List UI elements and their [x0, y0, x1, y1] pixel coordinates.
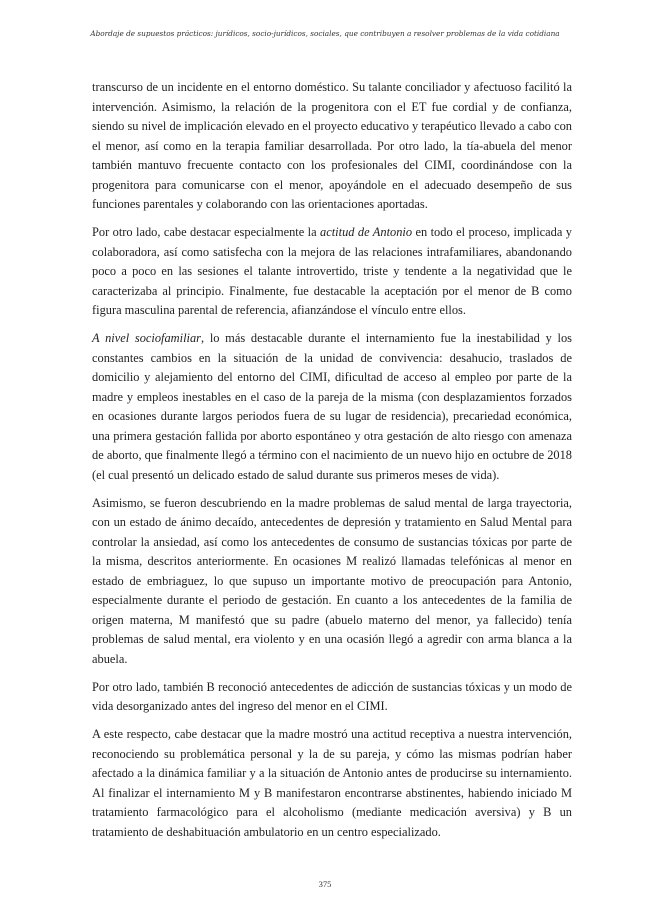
page-number: 375 — [318, 879, 332, 889]
body-text — [92, 78, 572, 851]
paragraph-2-emphasis: actitud de Antonio — [320, 225, 413, 239]
paragraph-2-rest: en todo el proceso, implicada y colaboradora, así como satisfecha con la mejora de las relaciones intrafamiliares, abandonando poco a poco en las sesiones el talante introvertido, triste y tendente a la negatividad que le caracterizaba al principio. Finalmente, fue destacable la aceptación por el menor de B como figura masculina parental de referencia, afianzándose el vínculo entre ellos. — [92, 225, 572, 317]
paragraph-4: Asimismo, se fueron descubriendo en la madre problemas de salud mental de larga trayectoria, con un estado de ánimo decaído, antecedentes de depresión y tratamiento en Salud Mental para controlar la ansiedad, así como los antecedentes de consumo de sustancias tóxicas por parte de la misma, descritos anteriormente. En ocasiones M realizó llamadas telefónicas al menor en estado de embriaguez, lo que supuso un importante motivo de preocupación para Antonio, especialmente durante el periodo de gestación. En cuanto a los antecedentes de la familia de origen materna, M manifestó que su padre (abuelo materno del menor, ya fallecido) tenía problemas de salud mental, era violento y en una ocasión llegó a agredir con arma blanca a la abuela. — [92, 495, 572, 666]
paragraph-5: Por otro lado, también B reconoció antecedentes de adicción de sustancias tóxicas y un modo de vida desorganizado antes del ingreso del menor en el CIMI. — [92, 679, 572, 713]
paragraph-3-emphasis: A nivel sociofamiliar — [92, 331, 201, 345]
paragraph-6: A este respecto, cabe destacar que la madre mostró una actitud receptiva a nuestra intervención, reconociendo su problemática personal y la de su pareja, y cómo las mismas podrían haber afectado a la dinámica familiar y a la situación de Antonio antes de producirse su internamiento. Al finalizar el internamiento M y B manifestaron encontrarse abstinentes, habiendo iniciado M tratamiento farmacológico para el alcoholismo (mediante medicación aversiva) y B un tratamiento de deshabituación ambulatorio en un centro especializado. — [92, 727, 572, 839]
running-header: Abordaje de supuestos prácticos: jurídicos, socio-jurídicos, sociales, que contribuyen a resolver problemas de la vida cotidiana — [90, 29, 560, 38]
paragraph-2 — [92, 223, 572, 321]
paragraph-3-rest: , lo más destacable durante el internamiento fue la inestabilidad y los constantes cambios en la situación de la unidad de convivencia: desahucio, traslados de domicilio y alejamiento del entorno del CIMI, dificultad de acceso al empleo por parte de la madre y empleos inestables en el caso de la pareja de la misma (con desplazamientos forzados en ocasiones durante largos periodos fuera de su lugar de residencia), precariedad económica, una primera gestación fallida por aborto espontáneo y otra gestación de alto riesgo con amenaza de aborto, que finalmente llegó a término con el nacimiento de un nuevo hijo en octubre de 2018 (el cual presentó un delicado estado de salud durante sus primeros meses de vida). — [92, 331, 572, 482]
paragraph-1: transcurso de un incidente en el entorno doméstico. Su talante conciliador y afectuoso facilitó la intervención. Asimismo, la relación de la progenitora con el ET fue cordial y de confianza, siendo su nivel de implicación elevado en el proyecto educativo y terapéutico llevado a cabo con el menor, así como en la terapia familiar desarrollada. Por otro lado, la tía-abuela del menor también mantuvo frecuente contacto con los profesionales del CIMI, coordinándose con la progenitora para comunicarse con el menor, apoyándole en el adecuado desempeño de sus funciones parentales y colaborando con las orientaciones aportadas. — [92, 80, 572, 211]
paragraph-2-start: Por otro lado, cabe destacar especialmente la — [92, 225, 321, 239]
paragraph-3 — [92, 329, 572, 485]
